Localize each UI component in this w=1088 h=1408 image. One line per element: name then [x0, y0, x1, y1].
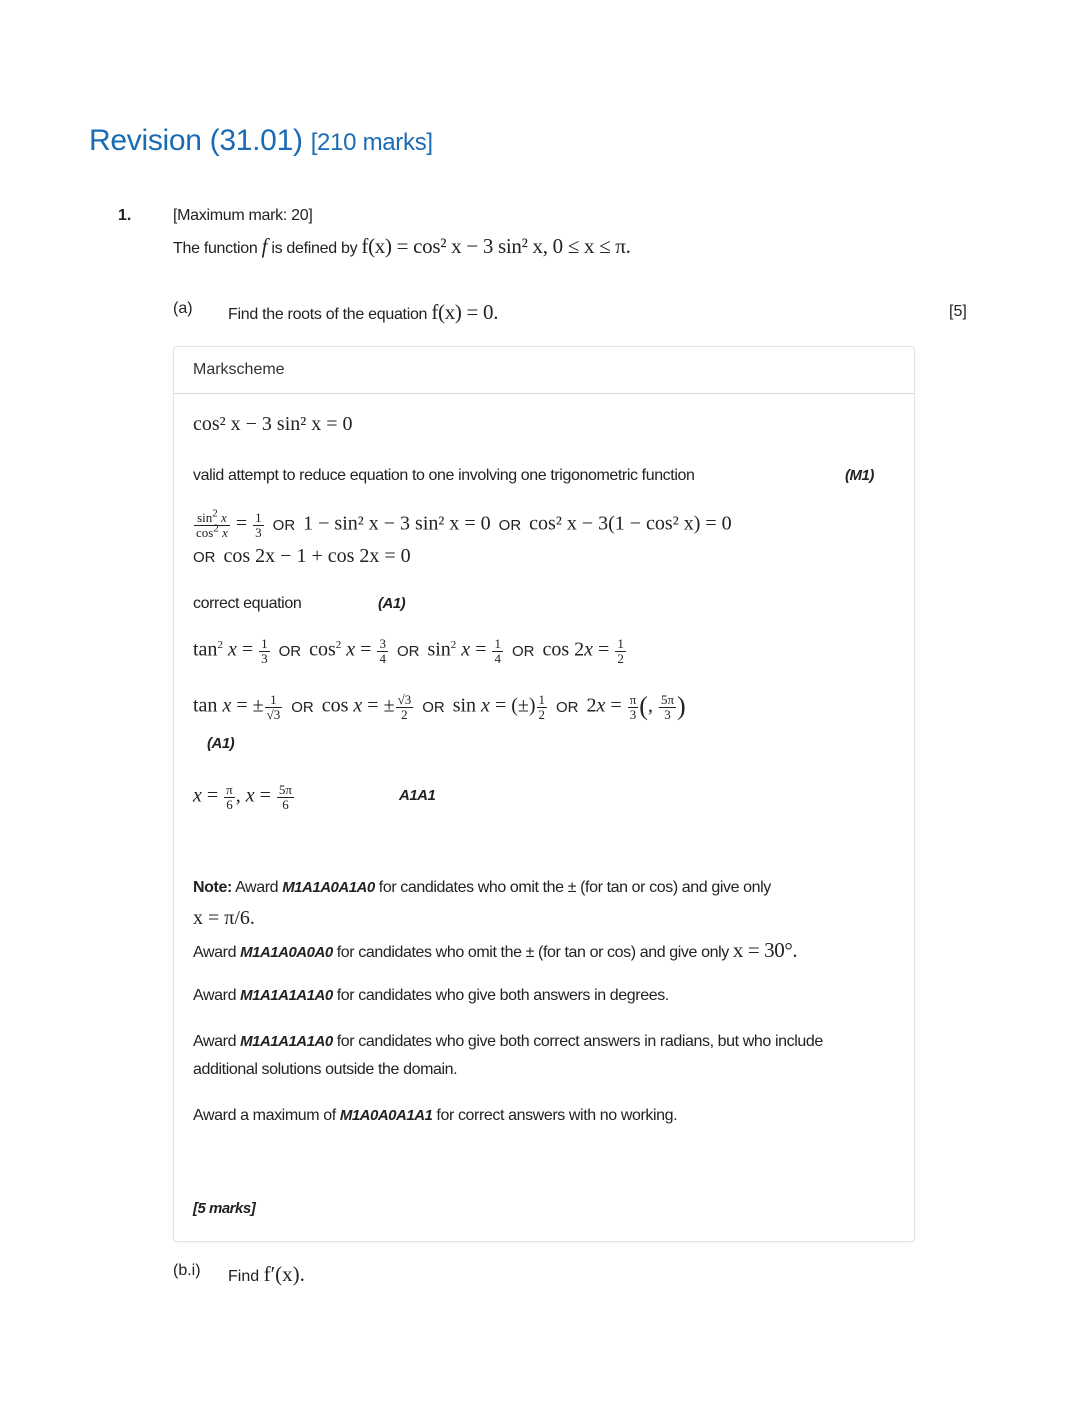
ms-eq2-d: cos 2x − 1 + cos 2x = 0 [223, 545, 411, 567]
ms-step-1-text: valid attempt to reduce equation to one involving one trigonometric function [193, 467, 695, 484]
note-text: for candidates who give both answers in degrees. [336, 987, 669, 1004]
ms-note-5 [193, 1105, 677, 1127]
function-definition: f(x) = cos² x − 3 sin² x, 0 ≤ x ≤ π. [361, 234, 631, 258]
ms-step-1-mark: (M1) [845, 467, 874, 484]
question-intro [173, 234, 631, 259]
note-text: for candidates who give both correct answers in radians, but who include [336, 1033, 823, 1050]
markscheme-panel [173, 346, 915, 1242]
note-text: for candidates who omit the ± (for tan or cos) and give only [378, 879, 771, 896]
ms-eq4-mark-wrap [207, 733, 234, 755]
ms-equation-2: $\frac{\sin^2 x}{\cos^2 x}$ = $\frac{1}{3}$ OR 1 − sin² x − 3 sin² x = 0 OR cos² x − 3(1 − cos² x) = 0 [196, 507, 732, 540]
note-text: Award [193, 944, 237, 961]
part-b-text: Find [228, 1268, 260, 1285]
note-text: Award [193, 987, 237, 1004]
note-code: M1A0A0A1A1 [339, 1107, 433, 1124]
part-a-question [228, 300, 498, 325]
note-text: for correct answers with no working. [436, 1107, 678, 1124]
page-title [89, 124, 433, 158]
note-label: Note: [193, 879, 232, 896]
part-b-equation: f′(x). [263, 1262, 305, 1286]
ms-equation-2-cont [193, 545, 411, 569]
ms-final-mark: A1A1 [399, 787, 436, 804]
ms-final-mark-wrap [399, 785, 435, 807]
ms-note-1-eq: x = π/6. [193, 907, 255, 929]
or-label: OR [193, 549, 216, 566]
ms-final-answer: x = $\frac{\pi}{6}$ , x = $\frac{5\pi}{6}$ [193, 782, 292, 812]
note-eq: x = 30°. [732, 938, 798, 962]
part-b-question [228, 1262, 305, 1287]
ms-note-4 [193, 1031, 823, 1053]
ms-total-marks: [5 marks] [193, 1200, 256, 1217]
part-a-equation: f(x) = 0. [431, 300, 499, 324]
ms-note-2 [193, 939, 797, 964]
part-a-marks: [5] [949, 303, 967, 320]
ms-step-2-text: correct equation [193, 595, 302, 612]
question-number: 1. [118, 207, 132, 224]
note-text: Award [193, 1033, 237, 1050]
or-label: OR [498, 516, 522, 534]
ms-equation-3: $\tan^2 x$ = $\frac{1}{3}$ OR $\cos^2 x$ = $\frac{3}{4}$ OR $\sin^2 x$ = $\frac{1}{4}$ OR cos 2x = $\frac{1}{2}$ [193, 636, 624, 666]
ms-eq2-b: 1 − sin² x − 3 sin² x = 0 [303, 512, 491, 535]
intro-text: The function [173, 240, 258, 257]
note-text: for candidates who omit the ± (for tan or cos) and give only [336, 944, 729, 961]
ms-eq2-c: cos² x − 3(1 − cos² x) = 0 [529, 512, 732, 535]
note-text: Award [235, 879, 279, 896]
ms-step-1-mark-wrap [845, 465, 874, 487]
fraction: $\frac{\sin^2 x}{\cos^2 x}$ [196, 507, 228, 540]
markscheme-header[interactable]: Markscheme [174, 347, 914, 394]
note-code: M1A1A0A0A0 [240, 944, 333, 961]
note-code: M1A1A0A1A0 [282, 879, 375, 896]
or-label: OR [272, 516, 296, 534]
ms-equation-4: tan x = ± $\frac{1}{√3}$ OR cos x = ± $\frac{√3}{2}$ OR sin x = (±) $\frac{1}{2}$ OR 2x = $\frac{\pi}{3}$ (, $\frac{5\pi}{3}$ ) [193, 691, 686, 722]
note-code: M1A1A1A1A0 [240, 1033, 333, 1050]
ms-eq4-mark: (A1) [207, 735, 235, 752]
intro-f: f [261, 234, 268, 258]
ms-note-4-cont: additional solutions outside the domain. [193, 1061, 458, 1078]
ms-total-wrap [193, 1198, 255, 1220]
part-b-label: (b.i) [173, 1262, 201, 1279]
ms-note-1 [193, 877, 771, 899]
part-a-label: (a) [173, 300, 193, 317]
title-text: Revision (31.01) [89, 124, 303, 157]
intro-defined: is defined by [271, 240, 358, 257]
fraction: $\frac{1}{3}$ [255, 510, 262, 540]
note-text: Award a maximum of [193, 1107, 336, 1124]
maximum-mark: [Maximum mark: 20] [173, 207, 313, 224]
ms-step-2-mark: (A1) [378, 595, 406, 612]
ms-equation-1: cos² x − 3 sin² x = 0 [193, 413, 353, 435]
part-a-text: Find the roots of the equation [228, 306, 428, 323]
total-marks: [210 marks] [310, 129, 433, 156]
ms-step-2-mark-wrap [378, 593, 405, 615]
note-code: M1A1A1A1A0 [240, 987, 333, 1004]
ms-note-3 [193, 985, 669, 1007]
